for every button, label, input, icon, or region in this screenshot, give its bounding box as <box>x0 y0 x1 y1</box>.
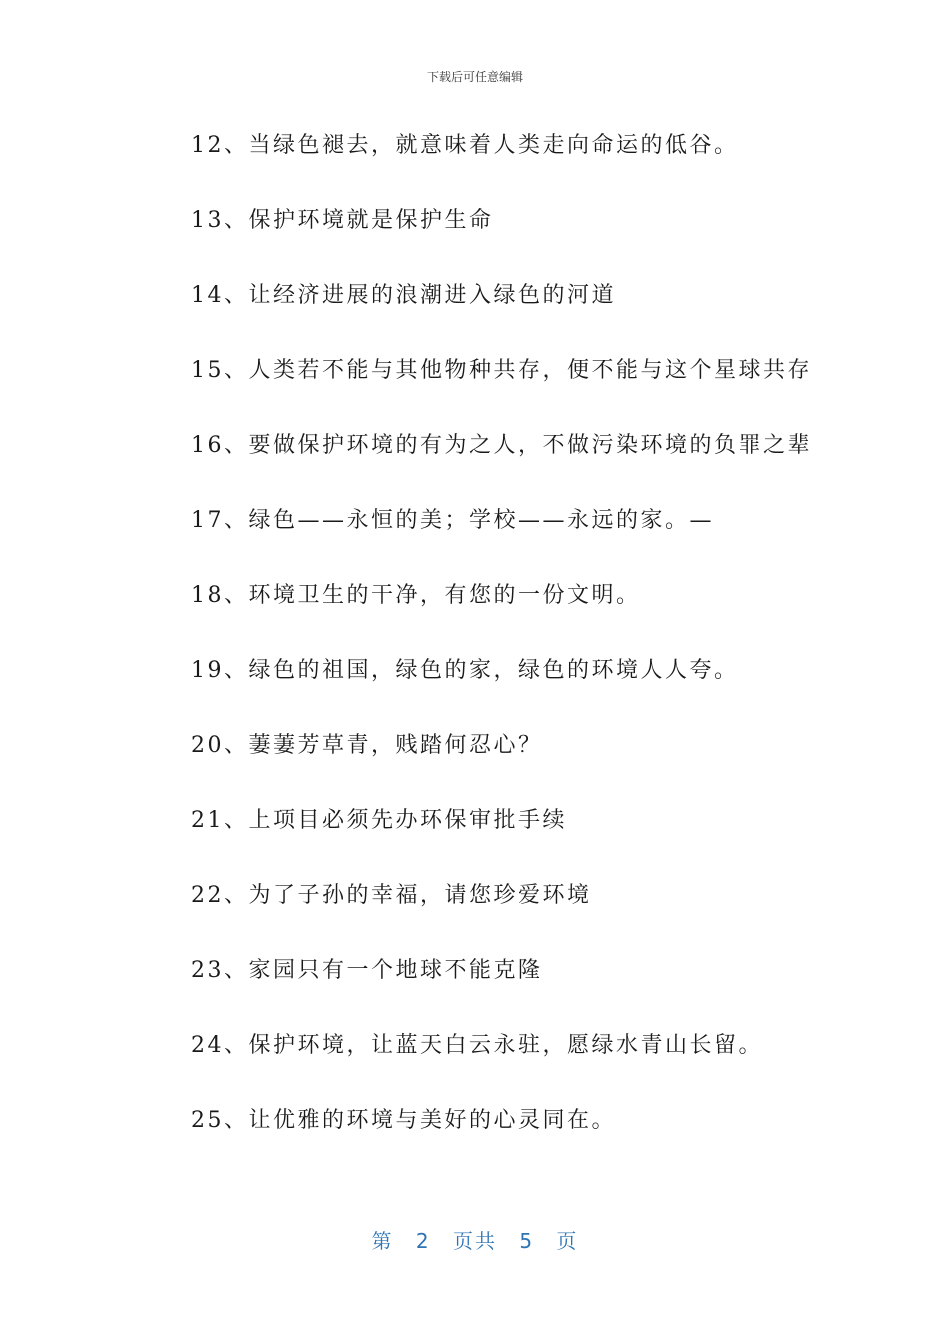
list-item: 19、绿色的祖国，绿色的家，绿色的环境人人夸。 <box>191 658 739 683</box>
list-item: 16、要做保护环境的有为之人，不做污染环境的负罪之辈 <box>191 433 812 458</box>
list-item: 22、为了子孙的幸福，请您珍爱环境 <box>191 883 592 908</box>
page-header: 下载后可任意编辑 <box>426 70 523 84</box>
list-item: 14、让经济进展的浪潮进入绿色的河道 <box>191 283 616 308</box>
list-item: 18、环境卫生的干净，有您的一份文明。 <box>191 583 641 608</box>
list-item: 13、保护环境就是保护生命 <box>191 208 494 233</box>
list-item: 23、家园只有一个地球不能克隆 <box>191 958 543 983</box>
list-item: 25、让优雅的环境与美好的心灵同在。 <box>191 1108 616 1133</box>
list-item: 15、人类若不能与其他物种共存，便不能与这个星球共存 <box>191 358 812 383</box>
list-item: 24、保护环境，让蓝天白云永驻，愿绿水青山长留。 <box>191 1033 763 1058</box>
list-item: 12、当绿色褪去，就意味着人类走向命运的低谷。 <box>191 133 739 158</box>
slogan-list <box>191 128 911 1178</box>
list-item: 17、绿色——永恒的美；学校——永远的家。— <box>191 508 714 533</box>
list-item: 21、上项目必须先办环保审批手续 <box>191 808 567 833</box>
page-number-footer: 第 2 页共 5 页 <box>371 1229 579 1253</box>
list-item: 20、萋萋芳草青，贱踏何忍心？ <box>191 733 543 758</box>
